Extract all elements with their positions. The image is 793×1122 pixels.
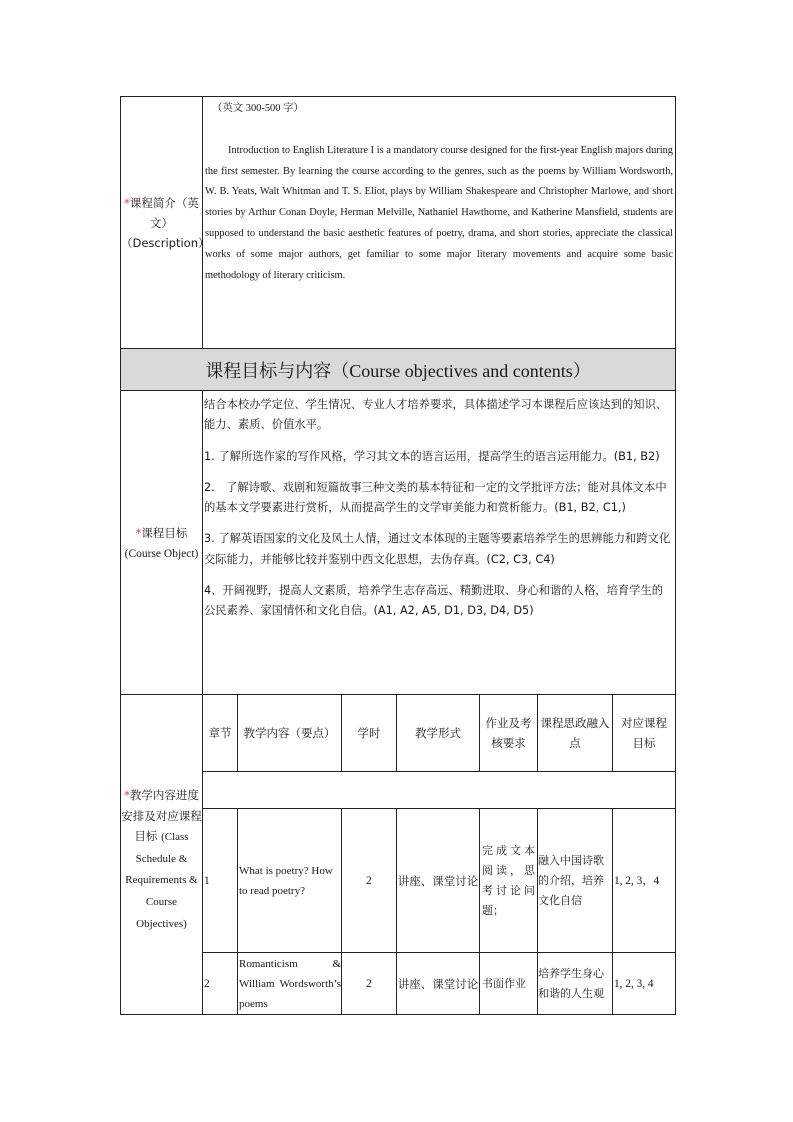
table-cell-goals: 1, 2, 3, 4 [614,977,654,990]
header-ideology: 课程思政融入点 [540,716,610,750]
table-cell-hours: 2 [366,977,372,990]
description-text: Introduction to English Literature I is a mandatory course designed for the first-year English majors during the first semester. By learning the course according to the genres, such as the poems by William Wordsworth, W. B. Yeats, Walt Whitman and T. S. Eliot, plays by William Shakespeare and Christopher Marlowe, and short stories by Arthur Conan Doyle, Herman Melville, Nathaniel Hawthorne, and Katherine Mansfield, students are supposed to understand the basic aesthetic features of poetry, drama, and short stories, appreciate the classical works of some major authors, get familiar to some major literary movements and acquire some basic methodology of literary criticism. [205,144,673,281]
header-format: 教学形式 [415,726,461,740]
description-label [121,193,210,253]
objective-item: 4、开阔视野，提高人文素质，培养学生志存高远、精勤进取、身心和谐的人格，培育学生的公民素养、家国情怀和文化自信。(A1, A2, A5, D1, D3, D4, D5) [204,584,664,618]
table-cell-format: 讲座、课堂讨论 [397,976,479,991]
table-cell-ideology: 培养学生身心和谐的人生观 [538,966,604,1000]
table-cell-ideology: 融入中国诗歌的介绍，培养文化自信 [538,853,604,907]
schedule-label-sub: (Class Schedule & Requirements & Course Objectives) [125,831,198,930]
required-asterisk: * [124,196,130,210]
objective-item: 3. 了解英语国家的文化及风土人情，通过文本体现的主题等要素培养学生的思辨能力和跨文化交际能力，并能够比较并鉴别中西文化思想，去伪存真。(C2, C3, C4) [204,532,671,566]
objective-item: 2. 了解诗歌、戏剧和短篇故事三种文类的基本特征和一定的文学批评方法；能对具体文本中的基本文学要素进行赏析，从而提高学生的文学审美能力和赏析能力。(B1, B2, C1,) [204,480,667,515]
objectives-body [204,395,673,622]
table-cell-chapter: 1 [204,874,210,887]
table-cell-hours: 2 [366,874,372,887]
table-cell-homework: 书面作业 [482,976,526,990]
header-content: 教学内容（要点） [243,726,336,740]
table-cell-homework: 完成文本阅读，思考讨论问题； [482,843,535,917]
description-body [205,99,673,286]
description-label-main: 课程简介（英文） [129,196,199,230]
table-cell-content: Romanticism & William Wordsworth’s poems [239,957,341,1010]
objectives-label-main: 课程目标 [141,526,188,540]
table-cell-chapter: 2 [204,977,210,990]
schedule-label [121,785,202,934]
section-heading-text: 课程目标与内容（Course objectives and contents） [205,360,591,381]
required-asterisk: * [124,788,130,802]
course-syllabus-table [120,96,676,1015]
table-cell-format: 讲座、课堂讨论 [397,873,479,888]
header-goals: 对应课程目标 [621,716,667,750]
description-length-note: （英文 300-500 字） [212,103,304,114]
header-homework: 作业及考核要求 [485,716,532,750]
objective-item: 1. 了解所选作家的写作风格，学习其文本的语言运用，提高学生的语言运用能力。(B1, B2) [204,449,660,463]
objectives-intro: 结合本校办学定位、学生情况、专业人才培养要求，具体描述学习本课程后应该达到的知识、能力、素质、价值水平。 [204,398,668,432]
table-cell-content: What is poetry? How to read poetry? [239,864,333,897]
table-cell-goals: 1, 2, 3，4 [614,874,660,887]
required-asterisk: * [135,526,142,540]
objectives-label [121,523,202,564]
header-chapter: 章节 [208,726,232,740]
section-heading [121,349,675,390]
description-label-sub: （Description） [121,236,210,250]
objectives-label-sub: (Course Object) [124,548,199,560]
header-hours: 学时 [357,726,381,740]
schedule-label-main: 教学内容进度安排及对应课程目标 [121,788,202,844]
